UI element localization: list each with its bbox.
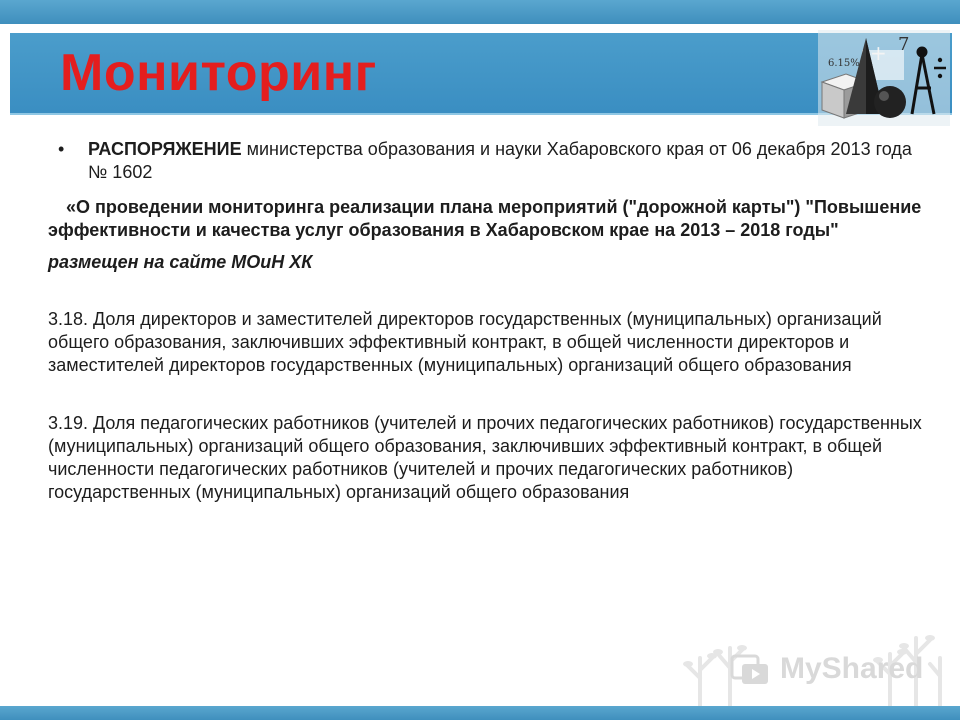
indicator-item: 3.19. Доля педагогических работников (учителей и прочих педагогических работников) государственных (муниципальных) организаций общего образования, заключивших эффективный контракт, в общей численности педагогических работников (учителей и прочих педагогических работников) государственных (муниципальных) организаций общего образования: [48, 413, 922, 502]
slide-content: [48, 138, 928, 504]
geometry-shapes-icon: [818, 30, 950, 126]
decree-desc: министерства образования и науки Хабаровского края от 06 декабря 2013 года № 1602: [88, 139, 912, 182]
logo-text: MyShared: [780, 652, 924, 685]
bullet-text: [88, 138, 928, 184]
svg-text:+: +: [870, 41, 887, 65]
number-label: 7: [898, 34, 910, 55]
posted-note: размещен на сайте МОиН ХК: [48, 252, 313, 272]
decree-lead: РАСПОРЯЖЕНИЕ: [88, 139, 242, 159]
bullet-dot: •: [58, 139, 65, 159]
decree-title: «О проведении мониторинга реализации плана мероприятий ("дорожной карты") "Повышение эффективности и качества услуг образования в Хабаровском крае на 2013 – 2018 годы": [48, 197, 922, 240]
top-accent-band: [0, 0, 960, 24]
slide-title: Мониторинг: [60, 44, 377, 102]
myshared-logo-icon: [730, 652, 774, 686]
bullet-item: [58, 138, 928, 184]
bottom-accent-band: [0, 706, 960, 720]
myshared-logo: [730, 652, 923, 686]
percent-label: 6.15%: [828, 58, 860, 69]
indicator-item: 3.18. Доля директоров и заместителей директоров государственных (муниципальных) организаций общего образования, заключивших эффективный контракт, в общей численности директоров и заместителей директоров государственных (муниципальных) организаций общего образования: [48, 309, 882, 375]
